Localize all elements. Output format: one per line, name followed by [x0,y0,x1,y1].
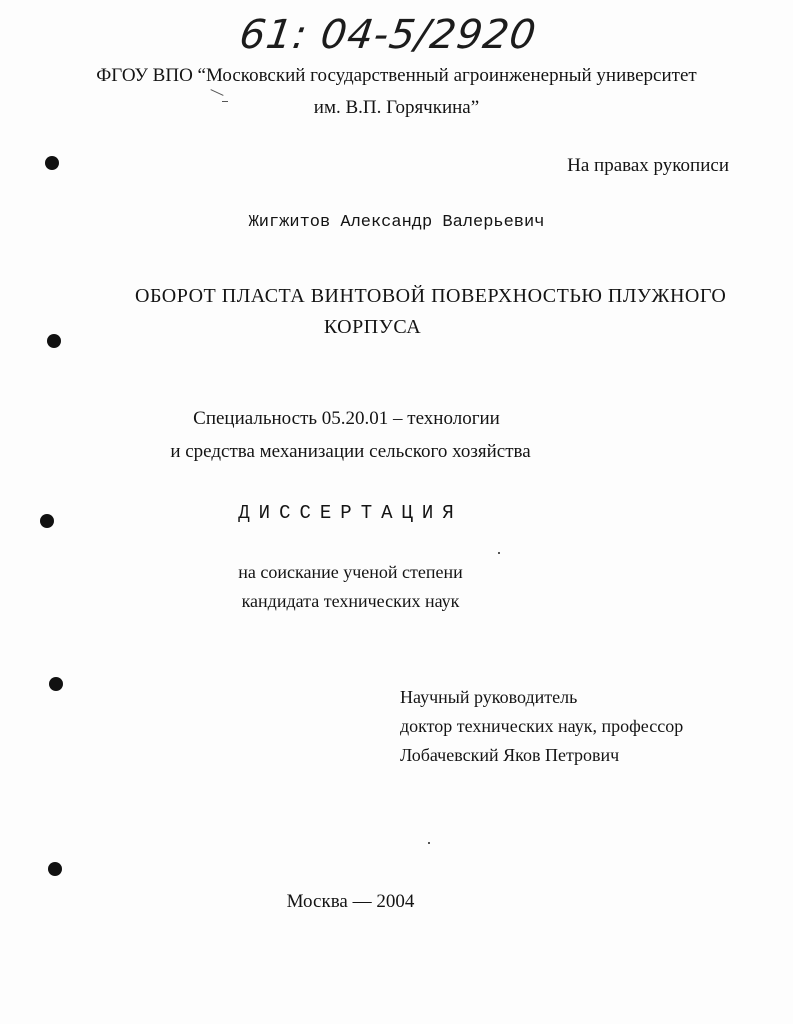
supervisor-name: Лобачевский Яков Петрович [400,745,620,765]
specialty-line-2: и средства механизации сельского хозяйства [170,441,531,462]
scan-speck [428,842,430,844]
thesis-title-line-1: ОБОРОТ ПЛАСТА ВИНТОВОЙ ПОВЕРХНОСТЬЮ ПЛУЖНОГО [135,285,727,307]
scan-speck [498,552,500,554]
archive-mark: 61: 04-5/2920 [236,12,540,58]
rights-notice: На правах рукописи [567,155,729,176]
degree-line-1: на соискание ученой степени [238,562,463,582]
degree-line-2: кандидата технических наук [241,591,460,611]
scan-speck [210,89,223,96]
specialty-line-1: Специальность 05.20.01 – технологии [193,408,500,429]
organization-line-2: им. В.П. Горячкина” [313,97,480,118]
binding-hole-icon [48,862,62,876]
place-and-year: Москва — 2004 [286,891,415,912]
thesis-title-line-2: КОРПУСА [323,316,422,338]
binding-hole-icon [45,156,59,170]
binding-hole-icon [49,677,63,691]
supervisor-credentials: доктор технических наук, профессор [400,716,684,736]
author-name: Жигжитов Александр Валерьевич [248,213,545,232]
document-type: ДИССЕРТАЦИЯ [238,502,463,524]
supervisor-role: Научный руководитель [400,687,578,707]
organization-line-1: ФГОУ ВПО “Московский государственный агроинженерный университет [96,65,697,86]
